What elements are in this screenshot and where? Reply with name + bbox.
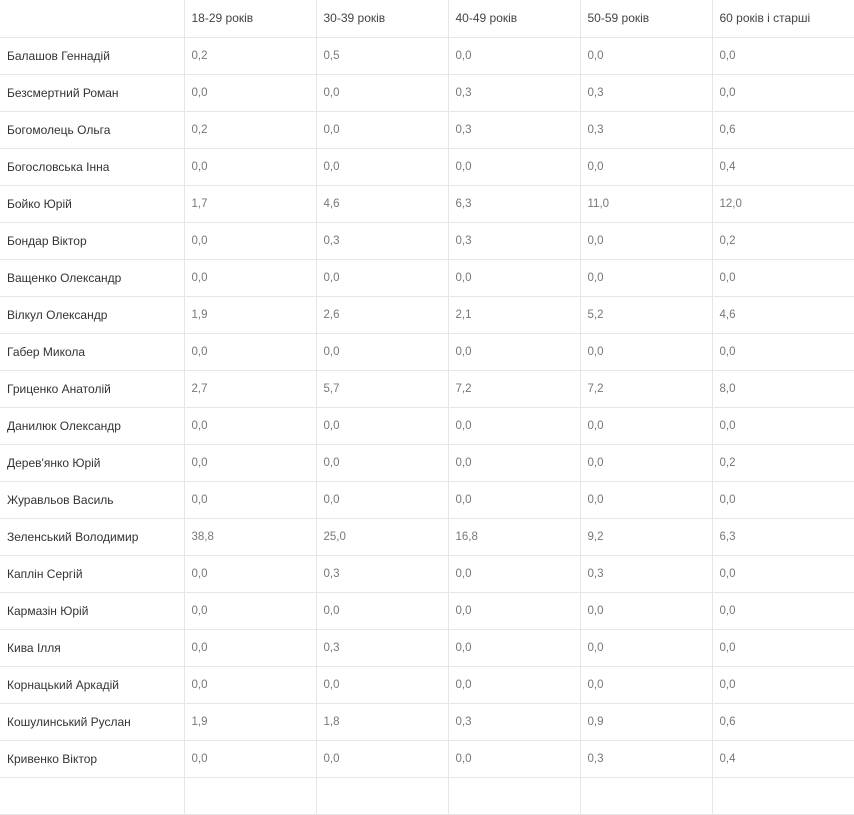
percent-cell: 12,0 bbox=[712, 185, 854, 222]
percent-cell: 0,9 bbox=[580, 703, 712, 740]
table-row bbox=[0, 185, 854, 222]
percent-cell: 0,0 bbox=[448, 37, 580, 74]
percent-cell: 4,6 bbox=[712, 296, 854, 333]
percent-cell: 0,0 bbox=[580, 37, 712, 74]
percent-cell: 0,0 bbox=[712, 74, 854, 111]
percent-cell: 0,0 bbox=[580, 259, 712, 296]
candidate-name: Данилюк Олександр bbox=[0, 407, 184, 444]
percent-cell: 0,0 bbox=[448, 407, 580, 444]
percent-cell: 0,0 bbox=[712, 407, 854, 444]
candidate-name: Кармазін Юрій bbox=[0, 592, 184, 629]
percent-cell: 0,0 bbox=[184, 222, 316, 259]
percent-cell: 0,0 bbox=[712, 333, 854, 370]
percent-cell: 1,7 bbox=[184, 185, 316, 222]
percent-cell bbox=[184, 777, 316, 814]
percent-cell: 0,0 bbox=[316, 148, 448, 185]
percent-cell: 5,2 bbox=[580, 296, 712, 333]
percent-cell: 0,0 bbox=[316, 444, 448, 481]
percent-cell: 0,0 bbox=[580, 148, 712, 185]
percent-cell: 0,0 bbox=[712, 481, 854, 518]
table-row bbox=[0, 111, 854, 148]
table-row bbox=[0, 777, 854, 814]
candidate-name: Вілкул Олександр bbox=[0, 296, 184, 333]
candidate-name: Гриценко Анатолій bbox=[0, 370, 184, 407]
percent-cell: 1,8 bbox=[316, 703, 448, 740]
percent-cell: 0,3 bbox=[448, 222, 580, 259]
percent-cell: 0,0 bbox=[580, 222, 712, 259]
percent-cell: 0,3 bbox=[448, 111, 580, 148]
percent-cell: 0,0 bbox=[712, 37, 854, 74]
percent-cell: 16,8 bbox=[448, 518, 580, 555]
percent-cell: 0,3 bbox=[448, 74, 580, 111]
percent-cell: 7,2 bbox=[448, 370, 580, 407]
percent-cell: 0,0 bbox=[712, 629, 854, 666]
percent-cell: 0,0 bbox=[316, 74, 448, 111]
percent-cell bbox=[316, 777, 448, 814]
percent-cell: 0,0 bbox=[448, 555, 580, 592]
candidate-name: Габер Микола bbox=[0, 333, 184, 370]
percent-cell: 1,9 bbox=[184, 296, 316, 333]
percent-cell: 0,2 bbox=[712, 222, 854, 259]
percent-cell: 0,5 bbox=[316, 37, 448, 74]
percent-cell: 0,3 bbox=[580, 111, 712, 148]
percent-cell: 0,0 bbox=[316, 111, 448, 148]
percent-cell: 6,3 bbox=[712, 518, 854, 555]
candidate-name: Каплін Сергій bbox=[0, 555, 184, 592]
percent-cell: 0,3 bbox=[316, 555, 448, 592]
percent-cell: 2,7 bbox=[184, 370, 316, 407]
percent-cell: 0,0 bbox=[712, 259, 854, 296]
percent-cell: 0,0 bbox=[580, 333, 712, 370]
table-row bbox=[0, 296, 854, 333]
percent-cell: 0,2 bbox=[712, 444, 854, 481]
table-row bbox=[0, 629, 854, 666]
percent-cell: 0,0 bbox=[316, 481, 448, 518]
percent-cell: 0,3 bbox=[580, 555, 712, 592]
percent-cell: 0,0 bbox=[580, 666, 712, 703]
percent-cell: 0,0 bbox=[316, 592, 448, 629]
percent-cell: 0,0 bbox=[580, 444, 712, 481]
table-body bbox=[0, 37, 854, 814]
percent-cell: 2,1 bbox=[448, 296, 580, 333]
percent-cell: 0,0 bbox=[448, 333, 580, 370]
table-row bbox=[0, 259, 854, 296]
table-row bbox=[0, 222, 854, 259]
percent-cell: 0,0 bbox=[184, 555, 316, 592]
candidate-name: Кривенко Віктор bbox=[0, 740, 184, 777]
percent-cell: 0,2 bbox=[184, 37, 316, 74]
percent-cell: 0,3 bbox=[316, 222, 448, 259]
percent-cell: 0,0 bbox=[448, 481, 580, 518]
table-row bbox=[0, 740, 854, 777]
percent-cell: 8,0 bbox=[712, 370, 854, 407]
percent-cell: 0,0 bbox=[316, 259, 448, 296]
table-row bbox=[0, 444, 854, 481]
percent-cell bbox=[448, 777, 580, 814]
percent-cell: 25,0 bbox=[316, 518, 448, 555]
table-row bbox=[0, 37, 854, 74]
percent-cell: 0,0 bbox=[580, 592, 712, 629]
percent-cell: 0,0 bbox=[316, 407, 448, 444]
table-row bbox=[0, 74, 854, 111]
table-row bbox=[0, 481, 854, 518]
header-age-18-29: 18-29 років bbox=[184, 0, 316, 37]
candidate-name: Кива Ілля bbox=[0, 629, 184, 666]
header-age-30-39: 30-39 років bbox=[316, 0, 448, 37]
percent-cell: 7,2 bbox=[580, 370, 712, 407]
percent-cell: 2,6 bbox=[316, 296, 448, 333]
percent-cell: 0,0 bbox=[184, 629, 316, 666]
percent-cell: 0,6 bbox=[712, 111, 854, 148]
percent-cell: 0,0 bbox=[448, 666, 580, 703]
percent-cell: 0,0 bbox=[712, 666, 854, 703]
percent-cell: 0,0 bbox=[184, 333, 316, 370]
percent-cell bbox=[712, 777, 854, 814]
candidate-name: Ващенко Олександр bbox=[0, 259, 184, 296]
candidate-name: Безсмертний Роман bbox=[0, 74, 184, 111]
percent-cell: 0,0 bbox=[316, 333, 448, 370]
percent-cell: 4,6 bbox=[316, 185, 448, 222]
percent-cell: 0,6 bbox=[712, 703, 854, 740]
candidate-name: Бойко Юрій bbox=[0, 185, 184, 222]
table-row bbox=[0, 666, 854, 703]
header-row bbox=[0, 0, 854, 37]
percent-cell: 0,0 bbox=[184, 481, 316, 518]
header-candidate bbox=[0, 0, 184, 37]
percent-cell: 0,0 bbox=[580, 407, 712, 444]
percent-cell: 0,0 bbox=[184, 148, 316, 185]
percent-cell: 9,2 bbox=[580, 518, 712, 555]
table-row bbox=[0, 703, 854, 740]
candidate-name: Богомолець Ольга bbox=[0, 111, 184, 148]
candidate-name: Бондар Віктор bbox=[0, 222, 184, 259]
percent-cell: 0,0 bbox=[448, 740, 580, 777]
percent-cell: 0,0 bbox=[580, 629, 712, 666]
percent-cell: 0,0 bbox=[316, 740, 448, 777]
percent-cell: 5,7 bbox=[316, 370, 448, 407]
percent-cell: 0,0 bbox=[448, 444, 580, 481]
percent-cell: 0,0 bbox=[184, 592, 316, 629]
table-row bbox=[0, 518, 854, 555]
table-header bbox=[0, 0, 854, 37]
percent-cell: 0,0 bbox=[184, 259, 316, 296]
header-age-50-59: 50-59 років bbox=[580, 0, 712, 37]
percent-cell: 0,4 bbox=[712, 148, 854, 185]
table-row bbox=[0, 333, 854, 370]
table-row bbox=[0, 555, 854, 592]
percent-cell: 0,2 bbox=[184, 111, 316, 148]
percent-cell: 0,4 bbox=[712, 740, 854, 777]
percent-cell: 38,8 bbox=[184, 518, 316, 555]
percent-cell bbox=[580, 777, 712, 814]
percent-cell: 0,3 bbox=[316, 629, 448, 666]
header-age-40-49: 40-49 років bbox=[448, 0, 580, 37]
candidate-name bbox=[0, 777, 184, 814]
percent-cell: 0,0 bbox=[184, 740, 316, 777]
percent-cell: 0,3 bbox=[580, 740, 712, 777]
candidate-name: Корнацький Аркадій bbox=[0, 666, 184, 703]
percent-cell: 0,0 bbox=[712, 592, 854, 629]
table-row bbox=[0, 592, 854, 629]
percent-cell: 0,0 bbox=[184, 444, 316, 481]
percent-cell: 0,0 bbox=[448, 592, 580, 629]
candidate-name: Журавльов Василь bbox=[0, 481, 184, 518]
candidate-name: Богословська Інна bbox=[0, 148, 184, 185]
candidate-name: Кошулинський Руслан bbox=[0, 703, 184, 740]
percent-cell: 0,0 bbox=[448, 148, 580, 185]
percent-cell: 0,0 bbox=[448, 259, 580, 296]
percent-cell: 6,3 bbox=[448, 185, 580, 222]
candidate-name: Зеленський Володимир bbox=[0, 518, 184, 555]
percent-cell: 0,0 bbox=[184, 74, 316, 111]
percent-cell: 0,3 bbox=[448, 703, 580, 740]
candidate-name: Дерев'янко Юрій bbox=[0, 444, 184, 481]
percent-cell: 0,0 bbox=[184, 407, 316, 444]
percent-cell: 0,0 bbox=[580, 481, 712, 518]
percent-cell: 0,0 bbox=[316, 666, 448, 703]
percent-cell: 1,9 bbox=[184, 703, 316, 740]
header-age-60-plus: 60 років і старші bbox=[712, 0, 854, 37]
table-row bbox=[0, 407, 854, 444]
percent-cell: 11,0 bbox=[580, 185, 712, 222]
table-row bbox=[0, 148, 854, 185]
percent-cell: 0,0 bbox=[712, 555, 854, 592]
percent-cell: 0,0 bbox=[448, 629, 580, 666]
percent-cell: 0,0 bbox=[184, 666, 316, 703]
percent-cell: 0,3 bbox=[580, 74, 712, 111]
table-row bbox=[0, 370, 854, 407]
candidate-name: Балашов Геннадій bbox=[0, 37, 184, 74]
